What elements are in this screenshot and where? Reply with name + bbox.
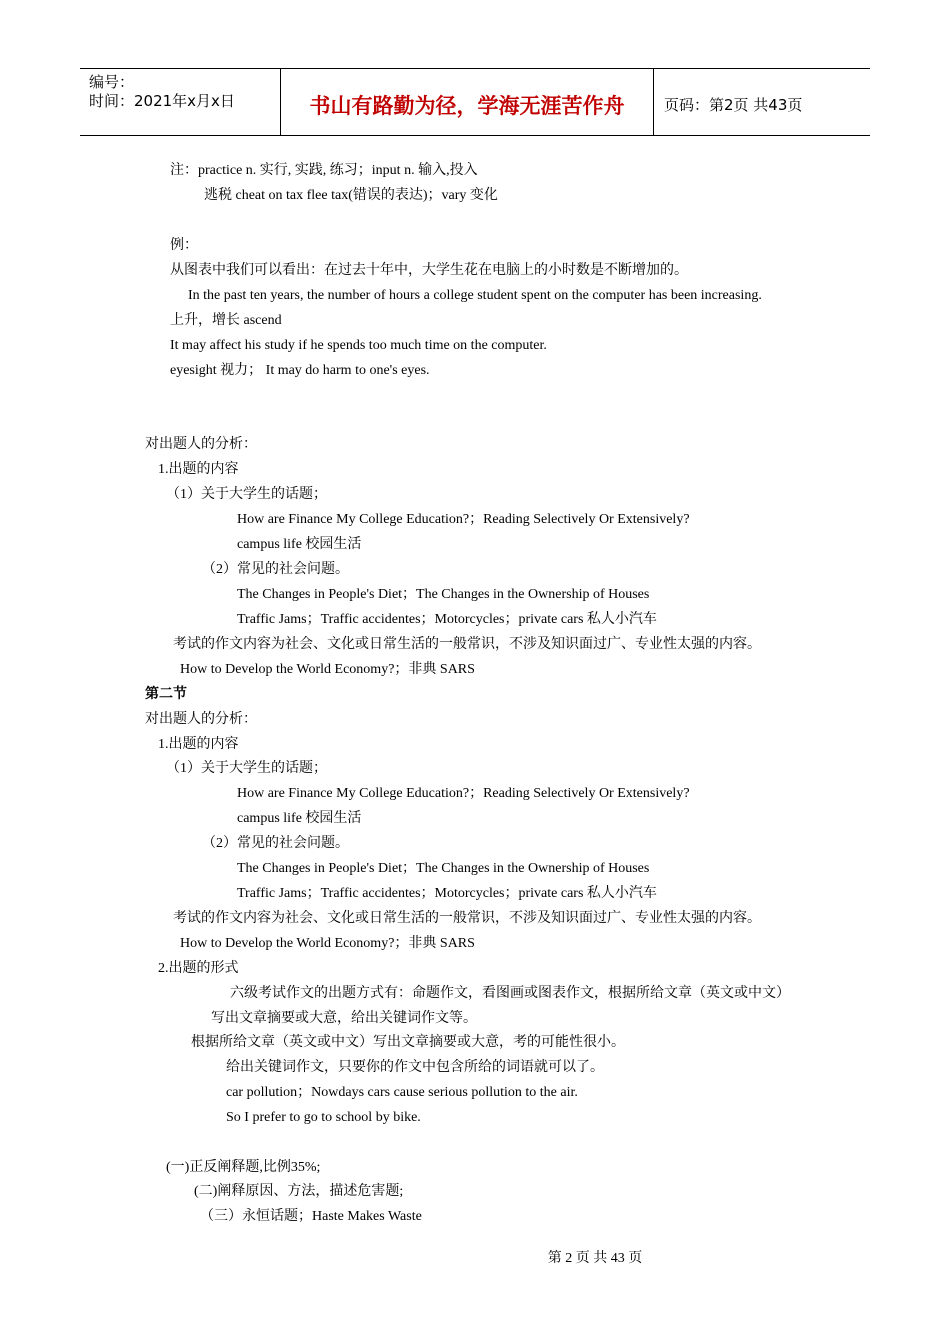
list-item: The Changes in People's Diet；The Changes in the Ownership of Houses [237,861,650,876]
serial-number-label: 编号： [89,73,135,91]
list-item: campus life 校园生活 [237,537,362,552]
example-line: 从图表中我们可以看出：在过去十年中，大学生花在电脑上的小时数是不断增加的。 [170,263,688,278]
paragraph-line: car pollution；Nowdays cars cause serious pollution to the air. [226,1085,578,1100]
example-line: eyesight 视力； It may do harm to one's eyes. [170,363,430,378]
paragraph-line: 写出文章摘要或大意，给出关键词作文等。 [211,1011,477,1026]
paragraph-line: 给出关键词作文，只要你的作文中包含所给的词语就可以了。 [226,1060,604,1075]
subheading: 1.出题的内容 [158,462,239,477]
subheading: 2.出题的形式 [158,961,239,976]
list-item: (二)阐释原因、方法，描述危害题; [194,1184,404,1199]
date-label: 时间：2021年x月x日 [89,92,235,110]
list-item: The Changes in People's Diet；The Changes in the Ownership of Houses [237,587,650,602]
list-item: （1）关于大学生的话题； [166,761,327,776]
paragraph-line: 考试的作文内容为社会、文化或日常生活的一般常识，不涉及知识面过广、专业性太强的内容。 [173,637,761,652]
list-item: How are Finance My College Education?；Reading Selectively Or Extensively? [237,786,690,801]
list-item: （1）关于大学生的话题； [166,487,327,502]
paragraph-line: How to Develop the World Economy?；非典 SARS [180,662,475,677]
header-page-cell [654,69,870,135]
example-line: It may affect his study if he spends too much time on the computer. [170,338,547,353]
list-item: （三）永恒话题；Haste Makes Waste [200,1209,422,1224]
section-heading: 对出题人的分析： [145,712,257,727]
note-line: 注：practice n. 实行, 实践, 练习；input n. 输入,投入 [170,163,478,178]
paragraph-line: How to Develop the World Economy?；非典 SARS [180,936,475,951]
page-footer: 第 2 页 共 43 页 [547,1251,643,1266]
paragraph-line: 六级考试作文的出题方式有：命题作文，看图画或图表作文，根据所给文章（英文或中文） [230,986,790,1001]
section-title: 第二节 [145,687,187,702]
list-item: （2）常见的社会问题。 [202,836,349,851]
list-item: (一)正反阐释题,比例35%; [166,1160,321,1175]
paragraph-line: 根据所给文章（英文或中文）写出文章摘要或大意，考的可能性很小。 [191,1035,625,1050]
example-heading: 例： [170,238,198,253]
note-line: 逃税 cheat on tax flee tax(错误的表达)；vary 变化 [204,188,498,203]
example-line: In the past ten years, the number of hours a college student spent on the computer has been increasing. [188,288,762,303]
paragraph-line: 考试的作文内容为社会、文化或日常生活的一般常识，不涉及知识面过广、专业性太强的内容。 [173,911,761,926]
motto-text: 书山有路勤为径，学海无涯苦作舟 [309,94,625,118]
page-header [80,68,870,136]
example-line: 上升，增长 ascend [170,313,282,328]
list-item: Traffic Jams；Traffic accidentes；Motorcycles；private cars 私人小汽车 [237,886,657,901]
list-item: campus life 校园生活 [237,811,362,826]
list-item: Traffic Jams；Traffic accidentes；Motorcycles；private cars 私人小汽车 [237,612,657,627]
header-motto-cell [281,69,654,135]
section-heading: 对出题人的分析： [145,437,257,452]
page-code-label: 页码：第2页 共43页 [664,96,803,114]
list-item: How are Finance My College Education?；Reading Selectively Or Extensively? [237,512,690,527]
header-meta-cell [80,69,281,135]
list-item: （2）常见的社会问题。 [202,562,349,577]
paragraph-line: So I prefer to go to school by bike. [226,1110,421,1125]
subheading: 1.出题的内容 [158,737,239,752]
